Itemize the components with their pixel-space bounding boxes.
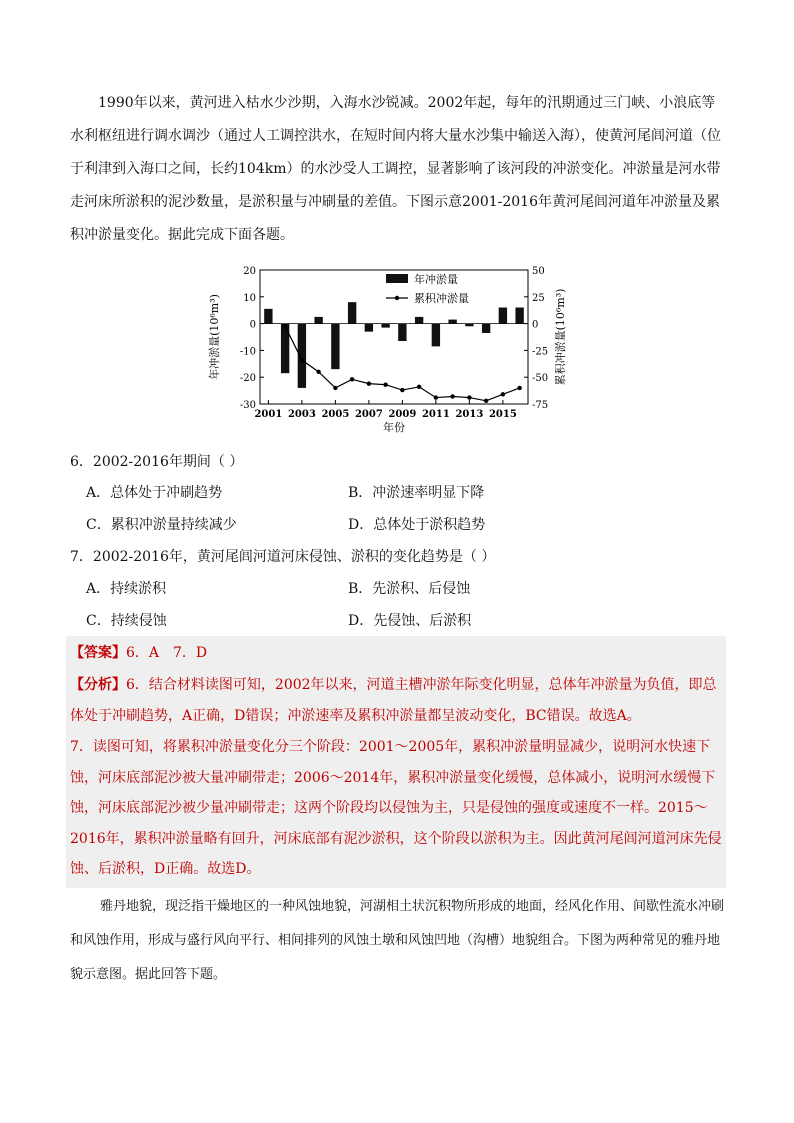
answer-text: 6．A 7．D [126,645,208,661]
q6-option-a: A．总体处于冲刷趋势 [86,485,223,501]
point-2010 [417,385,421,389]
point-2012 [450,394,454,398]
x-tick-label: 2001 [254,409,283,420]
point-2015 [501,392,505,396]
bar-2011 [432,324,440,347]
legend-bar-label: 年冲淤量 [414,273,458,286]
chart-legend [386,272,469,305]
point-2003 [300,358,304,362]
analysis-6 [70,670,725,731]
q6-option-c: C．累积冲淤量持续减少 [86,517,237,533]
x-tick-label: 2015 [488,409,517,420]
x-tick-label: 2003 [287,409,316,420]
point-2011 [434,395,438,399]
point-2005 [333,386,337,390]
bar-2001 [264,309,272,324]
right-tick-label: -50 [532,373,549,385]
answer-tag: 【答案】 [70,645,126,661]
legend-line-marker [395,296,399,300]
question-7-stem: 7．2002-2016年，黄河尾闾河道河床侵蚀、淤积的变化趋势是（ ） [70,549,496,565]
bar-2004 [314,317,322,324]
answer-line [70,642,207,662]
right-tick-label: 0 [532,319,539,331]
bar-2010 [415,317,423,324]
point-2002 [283,324,287,328]
point-2014 [484,399,488,403]
bar-2008 [381,324,389,328]
point-2008 [383,383,387,387]
bar-2006 [348,302,356,323]
y-axis-left-title: 年冲淤量(10⁶m³) [208,294,221,380]
x-tick-label: 2013 [455,409,484,420]
bar-2014 [482,324,490,333]
analysis-7: 7．读图可知，将累积冲淤量变化分三个阶段：2001～2005年，累积冲淤量明显减少，说明河水快速下蚀，河床底部泥沙被大量冲刷带走；2006～2014年，累积冲淤量变化缓慢，总体减小，说明河水缓慢下蚀，河床底部泥沙被少量冲刷带走；这两个阶段均以侵蚀为主，只是侵蚀的强度或速度不一样。2015～2016年，累积冲淤量略有回升，河床底部有泥沙淤积，这个阶段以淤积为主。因此黄河尾闾河道河床先侵蚀、后淤积，D正确。故选D。 [70,739,722,877]
point-2013 [467,395,471,399]
bar-2003 [298,324,306,388]
point-2007 [367,381,371,385]
legend-bar-swatch [386,274,408,283]
question-6-stem: 6．2002-2016年期间（ ） [70,454,244,470]
point-2009 [400,388,404,392]
left-tick-label: 20 [243,266,256,277]
next-intro-paragraph: 雅丹地貌，现泛指干燥地区的一种风蚀地貌，河湖相土状沉积物所形成的地面，经风化作用、间歇性流水冲刷和风蚀作用，形成与盛行风向平行、相间排列的风蚀土墩和风蚀凹地（沟槽）地貌组合。下图为两种常见的雅丹地貌示意图。据此回答下题。 [70,899,725,982]
right-tick-label: 50 [532,266,545,277]
bar-2016 [515,308,523,324]
legend-line-label: 累积冲淤量 [414,292,469,305]
right-tick-label: 25 [532,292,545,304]
q7-option-c: C．持续侵蚀 [86,613,167,629]
intro-paragraph: 1990年以来，黄河进入枯水少沙期，入海水沙锐减。2002年起，每年的汛期通过三门峡、小浪底等水利枢纽进行调水调沙（通过人工调控洪水，在短时间内将大量水沙集中输送入海），使黄河尾闾河道（位于利津到入海口之间，长约104km）的水沙受人工调控，显著影响了该河段的冲淤变化。冲淤量是河水带走河床所淤积的泥沙数量，是淤积量与冲刷量的差值。下图示意2001-2016年黄河尾闾河道年冲淤量及累积冲淤量变化。据此完成下面各题。 [70,95,721,243]
left-tick-label: 10 [243,292,256,304]
q7-option-a: A．持续淤积 [86,581,167,597]
bar-2007 [365,324,373,332]
point-2004 [316,370,320,374]
x-tick-label: 2005 [321,409,350,420]
left-tick-label: 0 [249,319,256,331]
right-tick-label: -25 [532,346,549,358]
x-tick-label: 2007 [354,409,383,420]
analysis-6-text: 6．结合材料读图可知，2002年以来，河道主槽冲淤年际变化明显，总体年冲淤量为负值，即总体处于冲刷趋势，A正确，D错误；冲淤速率及累积冲淤量都呈波动变化，BC错误。故选A。 [70,677,717,724]
right-tick-label: -75 [532,400,549,411]
x-axis-title: 年份 [383,421,405,434]
analysis-tag: 【分析】 [70,677,126,693]
bar-2005 [331,324,339,370]
q6-option-d: D．总体处于淤积趋势 [348,517,486,533]
x-tick-label: 2011 [421,409,450,420]
left-tick-label: -10 [239,346,256,358]
bar-2009 [398,324,406,341]
left-tick-label: -30 [239,400,256,411]
chart-bars [264,302,524,388]
y-axis-right-title: 累积冲淤量(10⁶m³) [554,288,567,386]
x-tick-label: 2009 [388,409,417,420]
point-2006 [350,377,354,381]
sediment-chart [200,262,567,438]
q7-option-b: B．先淤积、后侵蚀 [348,581,471,597]
left-tick-label: -20 [239,373,256,385]
bar-2015 [499,308,507,324]
point-2016 [517,386,521,390]
q6-option-b: B．冲淤速率明显下降 [348,485,485,501]
bar-2013 [465,324,473,327]
q7-option-d: D．先侵蚀、后淤积 [348,613,472,629]
bar-2012 [448,320,456,324]
